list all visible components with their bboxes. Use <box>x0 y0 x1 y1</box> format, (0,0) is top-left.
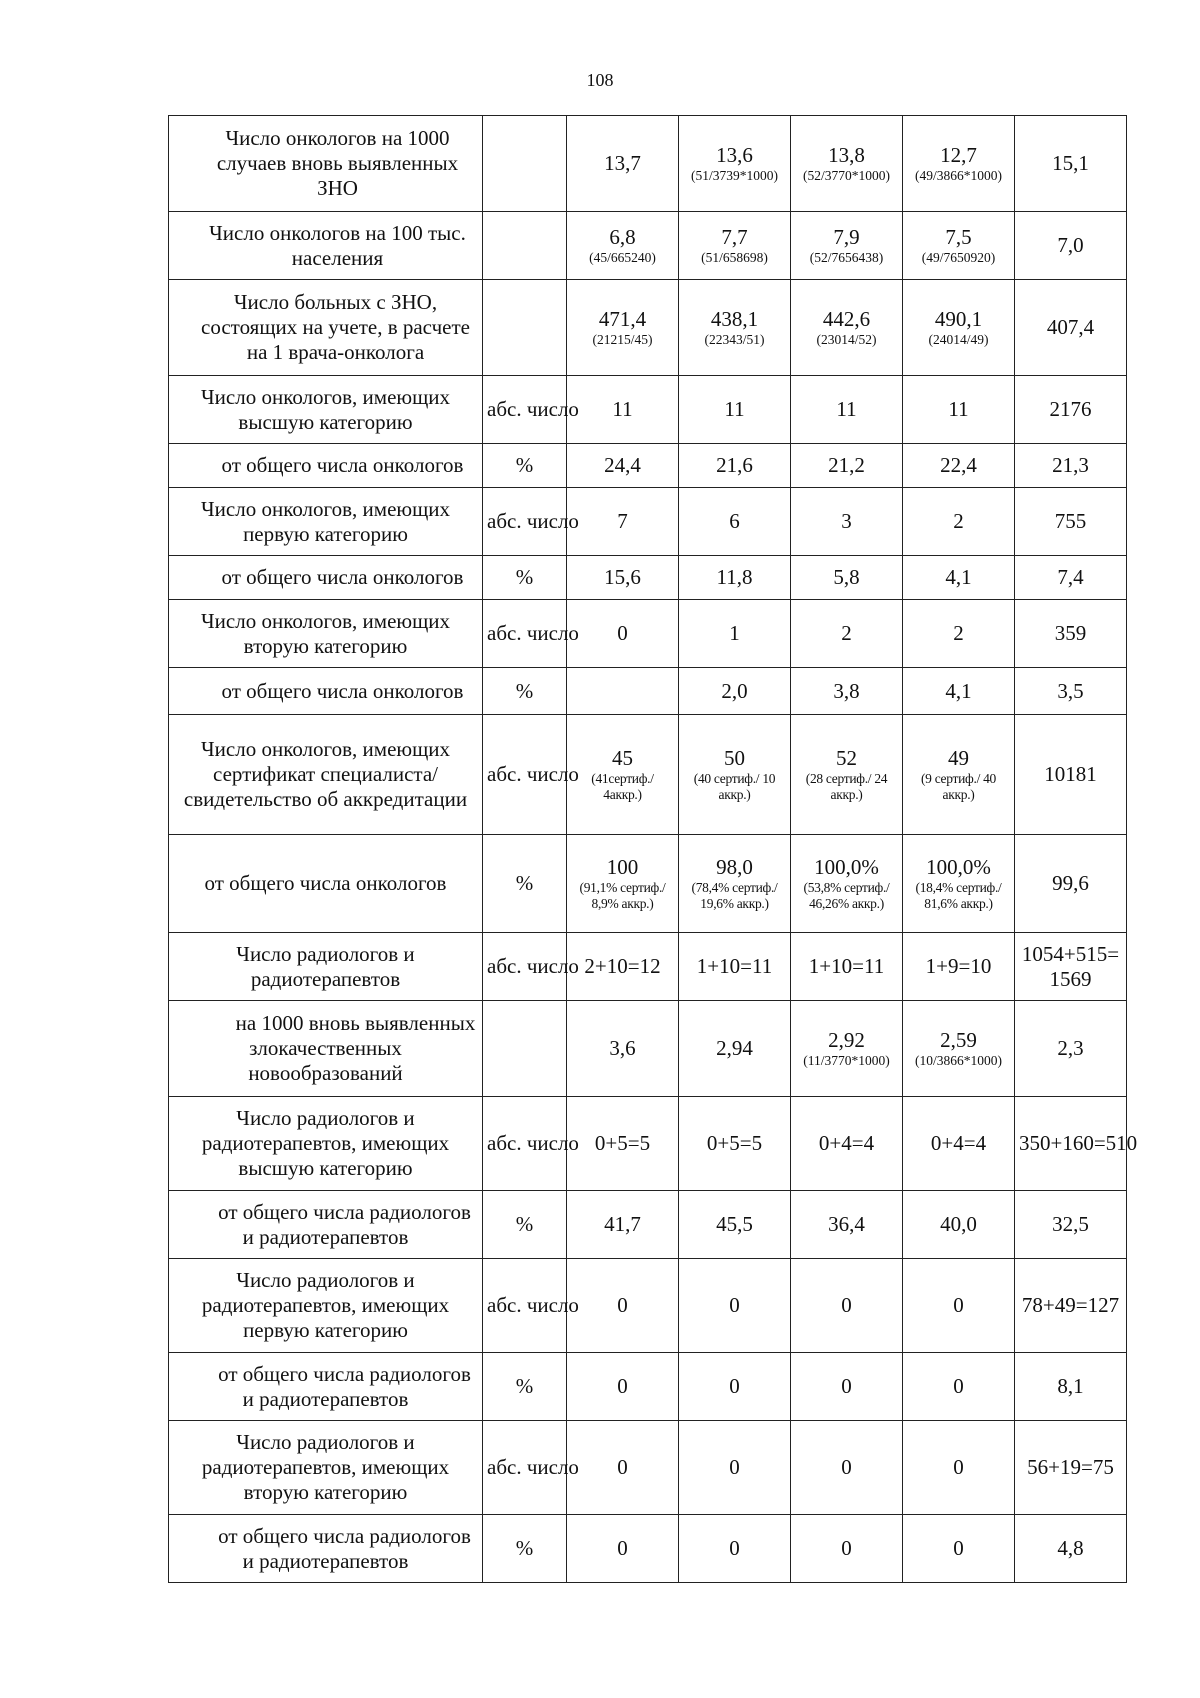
cell-main-value: 7,7 <box>721 225 748 249</box>
cell-main-value: 21,3 <box>1052 453 1089 477</box>
value-cell <box>903 1421 1015 1515</box>
cell-sub-value: (22343/51) <box>704 332 765 347</box>
table-row <box>169 444 1127 488</box>
value-cell <box>679 376 791 444</box>
cell-sub-value: (11/3770*1000) <box>803 1053 890 1068</box>
cell-sub-value: (49/7650920) <box>921 250 996 265</box>
cell-sub-value: (53,8% сертиф./ 46,26% аккр.) <box>803 880 890 911</box>
cell-main-value: 36,4 <box>828 1212 865 1236</box>
value-cell <box>791 1515 903 1583</box>
cell-main-value: 45,5 <box>716 1212 753 1236</box>
cell-main-value: 438,1 <box>710 307 759 331</box>
value-cell <box>567 488 679 556</box>
cell-main-value: 11 <box>612 397 633 421</box>
value-cell <box>903 715 1015 835</box>
value-cell <box>791 1353 903 1421</box>
cell-main-value: 21,6 <box>716 453 753 477</box>
value-cell <box>903 1259 1015 1353</box>
table-row <box>169 280 1127 376</box>
row-label: Число радиологов и радиотерапевтов <box>169 933 483 1001</box>
cell-main-value: 350+160=510 <box>1019 1131 1138 1155</box>
value-cell <box>903 668 1015 715</box>
cell-main-value: 2,59 <box>940 1028 977 1052</box>
value-cell <box>903 116 1015 212</box>
row-unit: % <box>483 835 567 933</box>
row-unit <box>483 212 567 280</box>
page-number: 108 <box>586 70 614 90</box>
cell-main-value: 2176 <box>1049 397 1092 421</box>
cell-main-value: 56+19=75 <box>1027 1455 1114 1479</box>
row-label: Число радиологов и радиотерапевтов, имеющих первую категорию <box>169 1259 483 1353</box>
row-label: Число больных с ЗНО, состоящих на учете, в расчете на 1 врача-онколога <box>169 280 483 376</box>
value-cell <box>903 835 1015 933</box>
row-label: Число радиологов и радиотерапевтов, имеющих вторую категорию <box>169 1421 483 1515</box>
row-unit: абс. число <box>483 376 567 444</box>
value-cell <box>679 488 791 556</box>
cell-main-value: 11 <box>724 397 745 421</box>
row-unit: % <box>483 1191 567 1259</box>
value-cell <box>903 933 1015 1001</box>
value-cell <box>1015 1097 1138 1191</box>
cell-main-value: 5,8 <box>833 565 860 589</box>
value-cell <box>791 1097 903 1191</box>
cell-main-value: 12,7 <box>940 143 977 167</box>
cell-main-value: 78+49=127 <box>1021 1293 1120 1317</box>
row-unit: % <box>483 444 567 488</box>
value-cell <box>791 376 903 444</box>
value-cell <box>1015 933 1127 1001</box>
cell-main-value: 0+4=4 <box>930 1131 987 1155</box>
row-label: Число радиологов и радиотерапевтов, имеющих высшую категорию <box>169 1097 483 1191</box>
cell-main-value: 4,8 <box>1057 1536 1084 1560</box>
cell-main-value: 0+4=4 <box>818 1131 875 1155</box>
value-cell <box>679 1259 791 1353</box>
cell-main-value: 7,5 <box>945 225 972 249</box>
cell-sub-value: (23014/52) <box>816 332 877 347</box>
cell-main-value: 1054+515= 1569 <box>1021 941 1120 991</box>
value-cell <box>903 1515 1015 1583</box>
value-cell <box>679 715 791 835</box>
value-cell <box>679 212 791 280</box>
value-cell <box>1015 668 1127 715</box>
cell-main-value: 13,6 <box>716 143 753 167</box>
value-cell <box>567 1001 679 1097</box>
row-unit: % <box>483 1515 567 1583</box>
cell-main-value: 15,1 <box>1052 151 1089 175</box>
cell-main-value: 1 <box>729 621 740 645</box>
value-cell <box>1015 488 1127 556</box>
value-cell <box>903 1191 1015 1259</box>
cell-main-value: 0 <box>841 1293 852 1317</box>
cell-main-value: 11 <box>836 397 857 421</box>
cell-sub-value: (40 сертиф./ 10 аккр.) <box>693 771 776 802</box>
value-cell <box>567 1515 679 1583</box>
cell-sub-value: (52/3770*1000) <box>803 168 890 183</box>
table-row <box>169 600 1127 668</box>
cell-main-value: 50 <box>724 746 745 770</box>
value-cell <box>791 212 903 280</box>
value-cell <box>567 280 679 376</box>
table-row <box>169 1421 1127 1515</box>
value-cell <box>1015 1353 1127 1421</box>
cell-main-value: 0 <box>841 1374 852 1398</box>
cell-sub-value: (45/665240) <box>589 250 656 265</box>
value-cell <box>1015 116 1127 212</box>
cell-main-value: 2,94 <box>716 1036 753 1060</box>
cell-main-value: 98,0 <box>716 855 753 879</box>
table-row <box>169 1001 1127 1097</box>
cell-main-value: 755 <box>1054 509 1087 533</box>
table-row <box>169 933 1127 1001</box>
value-cell <box>567 376 679 444</box>
value-cell <box>679 1097 791 1191</box>
cell-main-value: 99,6 <box>1052 871 1089 895</box>
value-cell <box>567 116 679 212</box>
cell-main-value: 4,1 <box>945 565 972 589</box>
row-label: от общего числа онкологов <box>169 556 483 600</box>
row-unit <box>483 116 567 212</box>
row-label: на 1000 вновь выявленных злокачественных новообразований <box>169 1001 483 1097</box>
value-cell <box>1015 1001 1127 1097</box>
table-row <box>169 488 1127 556</box>
value-cell <box>903 376 1015 444</box>
cell-sub-value: (28 сертиф./ 24 аккр.) <box>805 771 888 802</box>
cell-main-value: 8,1 <box>1057 1374 1084 1398</box>
value-cell <box>679 933 791 1001</box>
cell-main-value: 49 <box>948 746 969 770</box>
row-unit: % <box>483 668 567 715</box>
table-row <box>169 835 1127 933</box>
cell-main-value: 13,7 <box>604 151 641 175</box>
value-cell <box>679 668 791 715</box>
cell-main-value: 4,1 <box>945 678 972 703</box>
cell-main-value: 100,0% <box>926 855 991 879</box>
cell-main-value: 3,5 <box>1057 678 1084 703</box>
cell-main-value: 21,2 <box>828 453 865 477</box>
value-cell <box>1015 212 1127 280</box>
value-cell <box>1015 715 1127 835</box>
cell-main-value: 0 <box>953 1293 964 1317</box>
table-row <box>169 1191 1127 1259</box>
cell-main-value: 0 <box>617 1374 628 1398</box>
value-cell <box>1015 1421 1127 1515</box>
cell-main-value: 11,8 <box>716 565 753 589</box>
value-cell <box>567 1259 679 1353</box>
cell-sub-value: (51/3739*1000) <box>691 168 778 183</box>
cell-main-value: 7,4 <box>1057 565 1084 589</box>
cell-main-value: 3,6 <box>609 1036 636 1060</box>
row-label: Число онкологов, имеющих сертификат специалиста/свидетельство об аккредитации <box>169 715 483 835</box>
value-cell <box>567 556 679 600</box>
table-row <box>169 1259 1127 1353</box>
cell-sub-value: (91,1% сертиф./ 8,9% аккр.) <box>579 880 666 911</box>
cell-sub-value: (10/3866*1000) <box>915 1053 1002 1068</box>
value-cell <box>679 556 791 600</box>
cell-main-value: 471,4 <box>598 307 647 331</box>
cell-main-value: 359 <box>1054 621 1087 645</box>
cell-main-value: 32,5 <box>1052 1212 1089 1236</box>
table-row <box>169 376 1127 444</box>
value-cell <box>567 1097 679 1191</box>
cell-sub-value: (18,4% сертиф./ 81,6% аккр.) <box>915 880 1002 911</box>
cell-main-value: 0 <box>841 1455 852 1479</box>
row-unit: абс. число <box>483 715 567 835</box>
cell-main-value: 0 <box>953 1455 964 1479</box>
cell-main-value: 2+10=12 <box>584 954 661 978</box>
row-unit: абс. число <box>483 488 567 556</box>
cell-main-value: 22,4 <box>940 453 977 477</box>
cell-main-value: 40,0 <box>940 1212 977 1236</box>
value-cell <box>791 1191 903 1259</box>
cell-main-value: 490,1 <box>934 307 983 331</box>
value-cell <box>1015 835 1127 933</box>
row-label: от общего числа онкологов <box>169 444 483 488</box>
value-cell <box>679 280 791 376</box>
cell-main-value: 11 <box>948 397 969 421</box>
cell-sub-value: (41сертиф./ 4аккр.) <box>591 771 654 802</box>
value-cell <box>567 933 679 1001</box>
row-label: Число онкологов, имеющих вторую категорию <box>169 600 483 668</box>
value-cell <box>791 444 903 488</box>
cell-main-value: 6 <box>729 509 740 533</box>
cell-sub-value: (49/3866*1000) <box>915 168 1002 183</box>
value-cell <box>679 1353 791 1421</box>
cell-main-value: 0 <box>841 1536 852 1560</box>
value-cell <box>1015 1259 1127 1353</box>
row-unit <box>483 280 567 376</box>
cell-main-value: 1+9=10 <box>925 954 992 978</box>
cell-main-value: 100,0% <box>814 855 879 879</box>
cell-main-value: 0 <box>729 1374 740 1398</box>
cell-main-value: 7,9 <box>833 225 860 249</box>
table-row <box>169 212 1127 280</box>
row-label: от общего числа радиологов и радиотерапевтов <box>169 1515 483 1583</box>
row-label: от общего числа радиологов и радиотерапевтов <box>169 1353 483 1421</box>
cell-sub-value: (24014/49) <box>928 332 989 347</box>
value-cell <box>1015 1191 1127 1259</box>
cell-main-value: 0 <box>617 621 628 645</box>
row-label: Число онкологов на 1000 случаев вновь выявленных ЗНО <box>169 116 483 212</box>
cell-main-value: 442,6 <box>822 307 871 331</box>
value-cell <box>679 600 791 668</box>
cell-main-value: 10181 <box>1044 762 1097 786</box>
cell-main-value: 2 <box>953 509 964 533</box>
table-row <box>169 1097 1127 1191</box>
value-cell <box>679 1191 791 1259</box>
row-unit: % <box>483 556 567 600</box>
cell-main-value: 0 <box>617 1536 628 1560</box>
value-cell <box>567 600 679 668</box>
cell-main-value: 0+5=5 <box>706 1131 763 1155</box>
cell-main-value: 2 <box>841 621 852 645</box>
cell-main-value: 0+5=5 <box>594 1131 651 1155</box>
value-cell <box>791 835 903 933</box>
row-label: от общего числа онкологов <box>169 668 483 715</box>
row-unit: абс. число <box>483 600 567 668</box>
row-label: Число онкологов, имеющих высшую категорию <box>169 376 483 444</box>
value-cell <box>679 116 791 212</box>
value-cell <box>791 1259 903 1353</box>
value-cell <box>567 444 679 488</box>
row-unit: абс. число <box>483 933 567 1001</box>
table-row <box>169 715 1127 835</box>
cell-main-value: 0 <box>953 1374 964 1398</box>
table-row <box>169 668 1127 715</box>
cell-main-value: 100 <box>606 855 639 879</box>
value-cell <box>679 835 791 933</box>
row-unit: абс. число <box>483 1421 567 1515</box>
cell-main-value: 13,8 <box>828 143 865 167</box>
cell-main-value: 15,6 <box>604 565 641 589</box>
value-cell <box>791 715 903 835</box>
value-cell <box>1015 280 1127 376</box>
cell-main-value: 2 <box>953 621 964 645</box>
cell-main-value: 0 <box>617 1455 628 1479</box>
value-cell <box>1015 600 1127 668</box>
cell-main-value: 1+10=11 <box>696 954 773 978</box>
row-unit: абс. число <box>483 1259 567 1353</box>
value-cell <box>567 1191 679 1259</box>
value-cell <box>679 444 791 488</box>
value-cell <box>903 488 1015 556</box>
value-cell <box>567 212 679 280</box>
value-cell <box>791 280 903 376</box>
value-cell <box>903 1353 1015 1421</box>
cell-main-value: 41,7 <box>604 1212 641 1236</box>
cell-main-value: 3,8 <box>833 678 860 703</box>
cell-main-value: 1+10=11 <box>808 954 885 978</box>
table-row <box>169 1353 1127 1421</box>
value-cell <box>567 1421 679 1515</box>
value-cell <box>903 600 1015 668</box>
value-cell <box>1015 376 1127 444</box>
value-cell <box>791 933 903 1001</box>
cell-sub-value: (78,4% сертиф./ 19,6% аккр.) <box>691 880 778 911</box>
cell-main-value: 45 <box>612 746 633 770</box>
row-label: Число онкологов, имеющих первую категорию <box>169 488 483 556</box>
value-cell <box>903 556 1015 600</box>
value-cell <box>791 556 903 600</box>
value-cell <box>679 1001 791 1097</box>
cell-main-value: 0 <box>953 1536 964 1560</box>
cell-main-value: 3 <box>841 509 852 533</box>
cell-main-value: 24,4 <box>604 453 641 477</box>
cell-main-value: 52 <box>836 746 857 770</box>
row-label: от общего числа радиологов и радиотерапевтов <box>169 1191 483 1259</box>
cell-main-value: 0 <box>729 1455 740 1479</box>
cell-main-value: 2,92 <box>828 1028 865 1052</box>
row-unit <box>483 1001 567 1097</box>
value-cell <box>1015 1515 1127 1583</box>
table-row <box>169 1515 1127 1583</box>
cell-sub-value: (21215/45) <box>592 332 653 347</box>
value-cell <box>567 1353 679 1421</box>
value-cell <box>567 715 679 835</box>
cell-main-value: 0 <box>729 1293 740 1317</box>
table-row <box>169 116 1127 212</box>
table-row <box>169 556 1127 600</box>
value-cell <box>791 1421 903 1515</box>
value-cell <box>903 1001 1015 1097</box>
value-cell <box>903 444 1015 488</box>
cell-main-value: 2,3 <box>1057 1036 1084 1060</box>
value-cell <box>679 1421 791 1515</box>
row-label: Число онкологов на 100 тыс. населения <box>169 212 483 280</box>
value-cell <box>679 1515 791 1583</box>
value-cell <box>903 280 1015 376</box>
row-label: от общего числа онкологов <box>169 835 483 933</box>
cell-main-value: 407,4 <box>1046 315 1095 339</box>
cell-main-value: 2,0 <box>721 678 748 703</box>
cell-main-value: 7 <box>617 509 628 533</box>
cell-main-value: 0 <box>729 1536 740 1560</box>
value-cell <box>791 488 903 556</box>
table-body <box>169 116 1138 1583</box>
value-cell <box>791 116 903 212</box>
row-unit: абс. число <box>483 1097 567 1191</box>
cell-main-value: 0 <box>617 1293 628 1317</box>
value-cell <box>567 835 679 933</box>
cell-sub-value: (9 сертиф./ 40 аккр.) <box>920 771 996 802</box>
staffing-statistics-table <box>168 115 1138 1583</box>
value-cell <box>1015 444 1127 488</box>
value-cell <box>1015 556 1127 600</box>
row-unit: % <box>483 1353 567 1421</box>
value-cell <box>903 212 1015 280</box>
value-cell <box>791 600 903 668</box>
cell-main-value: 7,0 <box>1057 233 1084 257</box>
value-cell <box>903 1097 1015 1191</box>
value-cell <box>567 668 679 715</box>
cell-sub-value: (51/658698) <box>701 250 768 265</box>
cell-sub-value: (52/7656438) <box>809 250 884 265</box>
cell-main-value: 6,8 <box>609 225 636 249</box>
value-cell <box>791 668 903 715</box>
value-cell <box>791 1001 903 1097</box>
